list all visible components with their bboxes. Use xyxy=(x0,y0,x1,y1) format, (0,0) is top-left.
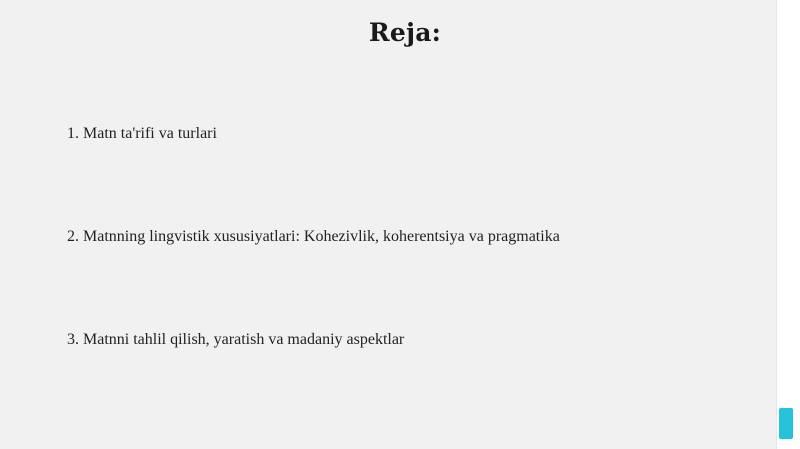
slide-title: Reja: xyxy=(368,18,442,47)
plan-item-3: 3. Matnni tahlil qilish, yaratish va madaniy aspektlar xyxy=(67,331,405,348)
plan-item-2: 2. Matnning lingvistik xususiyatlari: Kohezivlik, koherentsiya va pragmatika xyxy=(67,228,560,245)
plan-item-1: 1. Matn ta'rifi va turlari xyxy=(67,125,217,142)
scrollbar-thumb[interactable] xyxy=(779,408,793,439)
vertical-scrollbar[interactable] xyxy=(776,0,800,449)
